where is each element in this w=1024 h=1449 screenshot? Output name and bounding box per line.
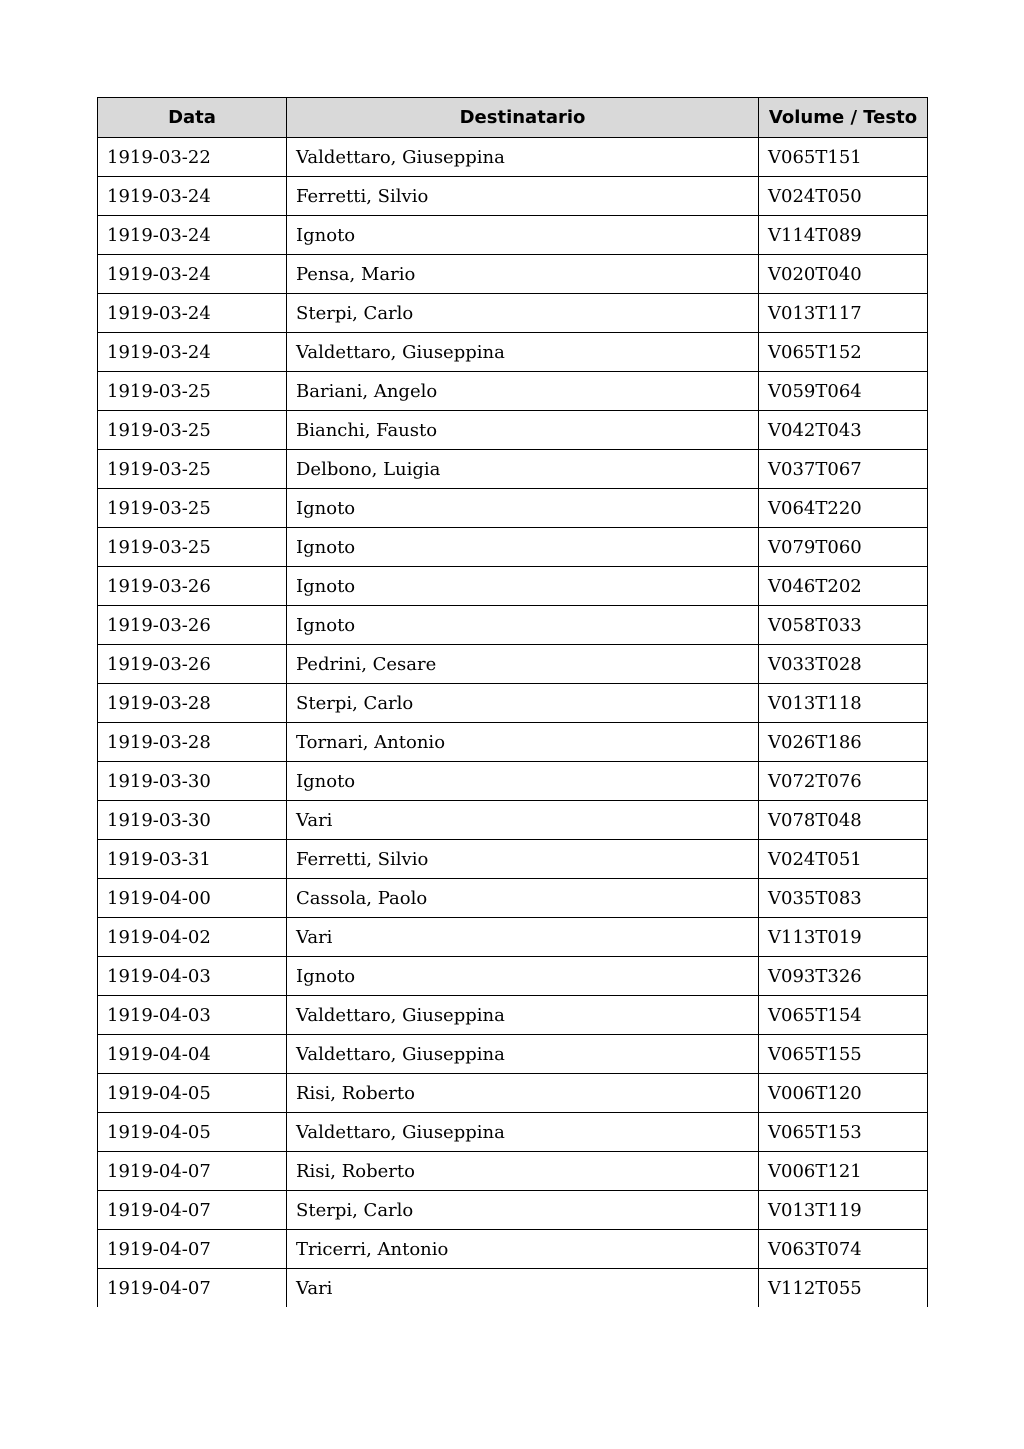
- table-row: [98, 528, 928, 567]
- table-row: [98, 567, 928, 606]
- table-row: [98, 918, 928, 957]
- recipient-cell: Vari: [287, 801, 759, 840]
- recipient-cell: Vari: [287, 1269, 759, 1308]
- recipient-cell: Cassola, Paolo: [287, 879, 759, 918]
- volume-text-cell: V024T050: [759, 177, 928, 216]
- table-row: [98, 333, 928, 372]
- date-cell: 1919-03-30: [98, 762, 287, 801]
- column-header-recipient: Destinatario: [287, 98, 759, 138]
- column-header-volume-text: Volume / Testo: [759, 98, 928, 138]
- date-cell: 1919-04-04: [98, 1035, 287, 1074]
- date-cell: 1919-03-24: [98, 333, 287, 372]
- recipient-cell: Ignoto: [287, 216, 759, 255]
- date-cell: 1919-03-24: [98, 216, 287, 255]
- volume-text-cell: V013T118: [759, 684, 928, 723]
- table-row: [98, 489, 928, 528]
- volume-text-cell: V006T120: [759, 1074, 928, 1113]
- recipient-cell: Sterpi, Carlo: [287, 294, 759, 333]
- date-cell: 1919-04-02: [98, 918, 287, 957]
- recipient-cell: Bianchi, Fausto: [287, 411, 759, 450]
- date-cell: 1919-03-25: [98, 372, 287, 411]
- volume-text-cell: V035T083: [759, 879, 928, 918]
- table-row: [98, 996, 928, 1035]
- table-header-row: [98, 98, 928, 138]
- table-row: [98, 294, 928, 333]
- volume-text-cell: V079T060: [759, 528, 928, 567]
- table-row: [98, 255, 928, 294]
- date-cell: 1919-03-25: [98, 411, 287, 450]
- table-row: [98, 1269, 928, 1308]
- recipient-cell: Sterpi, Carlo: [287, 1191, 759, 1230]
- recipient-cell: Pensa, Mario: [287, 255, 759, 294]
- volume-text-cell: V065T152: [759, 333, 928, 372]
- date-cell: 1919-03-26: [98, 567, 287, 606]
- volume-text-cell: V113T019: [759, 918, 928, 957]
- recipient-cell: Valdettaro, Giuseppina: [287, 1035, 759, 1074]
- table-row: [98, 1035, 928, 1074]
- recipient-cell: Sterpi, Carlo: [287, 684, 759, 723]
- volume-text-cell: V065T153: [759, 1113, 928, 1152]
- date-cell: 1919-04-05: [98, 1074, 287, 1113]
- date-cell: 1919-04-03: [98, 996, 287, 1035]
- date-cell: 1919-03-26: [98, 606, 287, 645]
- table-row: [98, 684, 928, 723]
- volume-text-cell: V065T154: [759, 996, 928, 1035]
- table-row: [98, 801, 928, 840]
- recipient-cell: Risi, Roberto: [287, 1074, 759, 1113]
- volume-text-cell: V013T117: [759, 294, 928, 333]
- recipient-cell: Tornari, Antonio: [287, 723, 759, 762]
- table-row: [98, 177, 928, 216]
- recipient-cell: Ignoto: [287, 567, 759, 606]
- volume-text-cell: V064T220: [759, 489, 928, 528]
- date-cell: 1919-03-25: [98, 489, 287, 528]
- volume-text-cell: V072T076: [759, 762, 928, 801]
- table-row: [98, 723, 928, 762]
- volume-text-cell: V037T067: [759, 450, 928, 489]
- recipient-cell: Delbono, Luigia: [287, 450, 759, 489]
- recipient-cell: Vari: [287, 918, 759, 957]
- volume-text-cell: V112T055: [759, 1269, 928, 1308]
- date-cell: 1919-03-25: [98, 450, 287, 489]
- recipient-cell: Ignoto: [287, 528, 759, 567]
- date-cell: 1919-04-07: [98, 1230, 287, 1269]
- table-row: [98, 1113, 928, 1152]
- volume-text-cell: V026T186: [759, 723, 928, 762]
- volume-text-cell: V020T040: [759, 255, 928, 294]
- recipient-cell: Ferretti, Silvio: [287, 177, 759, 216]
- date-cell: 1919-03-28: [98, 684, 287, 723]
- date-cell: 1919-04-07: [98, 1152, 287, 1191]
- date-cell: 1919-04-07: [98, 1191, 287, 1230]
- date-cell: 1919-03-22: [98, 138, 287, 177]
- table-row: [98, 762, 928, 801]
- table-row: [98, 1230, 928, 1269]
- table-row: [98, 1152, 928, 1191]
- date-cell: 1919-03-25: [98, 528, 287, 567]
- recipient-cell: Valdettaro, Giuseppina: [287, 1113, 759, 1152]
- recipient-cell: Risi, Roberto: [287, 1152, 759, 1191]
- column-header-date: Data: [98, 98, 287, 138]
- table-row: [98, 1191, 928, 1230]
- recipient-cell: Tricerri, Antonio: [287, 1230, 759, 1269]
- volume-text-cell: V093T326: [759, 957, 928, 996]
- recipient-cell: Ignoto: [287, 957, 759, 996]
- volume-text-cell: V065T151: [759, 138, 928, 177]
- volume-text-cell: V078T048: [759, 801, 928, 840]
- volume-text-cell: V065T155: [759, 1035, 928, 1074]
- table-row: [98, 840, 928, 879]
- date-cell: 1919-03-30: [98, 801, 287, 840]
- recipient-cell: Ignoto: [287, 762, 759, 801]
- table-row: [98, 216, 928, 255]
- recipient-cell: Pedrini, Cesare: [287, 645, 759, 684]
- table-row: [98, 138, 928, 177]
- table-row: [98, 1074, 928, 1113]
- volume-text-cell: V058T033: [759, 606, 928, 645]
- volume-text-cell: V046T202: [759, 567, 928, 606]
- table-row: [98, 606, 928, 645]
- date-cell: 1919-03-24: [98, 255, 287, 294]
- recipient-cell: Bariani, Angelo: [287, 372, 759, 411]
- date-cell: 1919-03-31: [98, 840, 287, 879]
- table-row: [98, 411, 928, 450]
- volume-text-cell: V033T028: [759, 645, 928, 684]
- recipient-cell: Valdettaro, Giuseppina: [287, 138, 759, 177]
- table-row: [98, 879, 928, 918]
- letters-table: [97, 97, 928, 1307]
- recipient-cell: Ferretti, Silvio: [287, 840, 759, 879]
- volume-text-cell: V114T089: [759, 216, 928, 255]
- date-cell: 1919-04-03: [98, 957, 287, 996]
- date-cell: 1919-04-07: [98, 1269, 287, 1308]
- table-body: [98, 138, 928, 1308]
- table-row: [98, 450, 928, 489]
- recipient-cell: Valdettaro, Giuseppina: [287, 996, 759, 1035]
- recipient-cell: Ignoto: [287, 606, 759, 645]
- date-cell: 1919-03-24: [98, 294, 287, 333]
- volume-text-cell: V024T051: [759, 840, 928, 879]
- volume-text-cell: V059T064: [759, 372, 928, 411]
- volume-text-cell: V063T074: [759, 1230, 928, 1269]
- letters-index-page: [97, 97, 927, 1307]
- table-row: [98, 645, 928, 684]
- table-row: [98, 372, 928, 411]
- date-cell: 1919-04-00: [98, 879, 287, 918]
- recipient-cell: Ignoto: [287, 489, 759, 528]
- volume-text-cell: V013T119: [759, 1191, 928, 1230]
- date-cell: 1919-03-24: [98, 177, 287, 216]
- volume-text-cell: V042T043: [759, 411, 928, 450]
- volume-text-cell: V006T121: [759, 1152, 928, 1191]
- date-cell: 1919-03-26: [98, 645, 287, 684]
- recipient-cell: Valdettaro, Giuseppina: [287, 333, 759, 372]
- table-row: [98, 957, 928, 996]
- date-cell: 1919-03-28: [98, 723, 287, 762]
- date-cell: 1919-04-05: [98, 1113, 287, 1152]
